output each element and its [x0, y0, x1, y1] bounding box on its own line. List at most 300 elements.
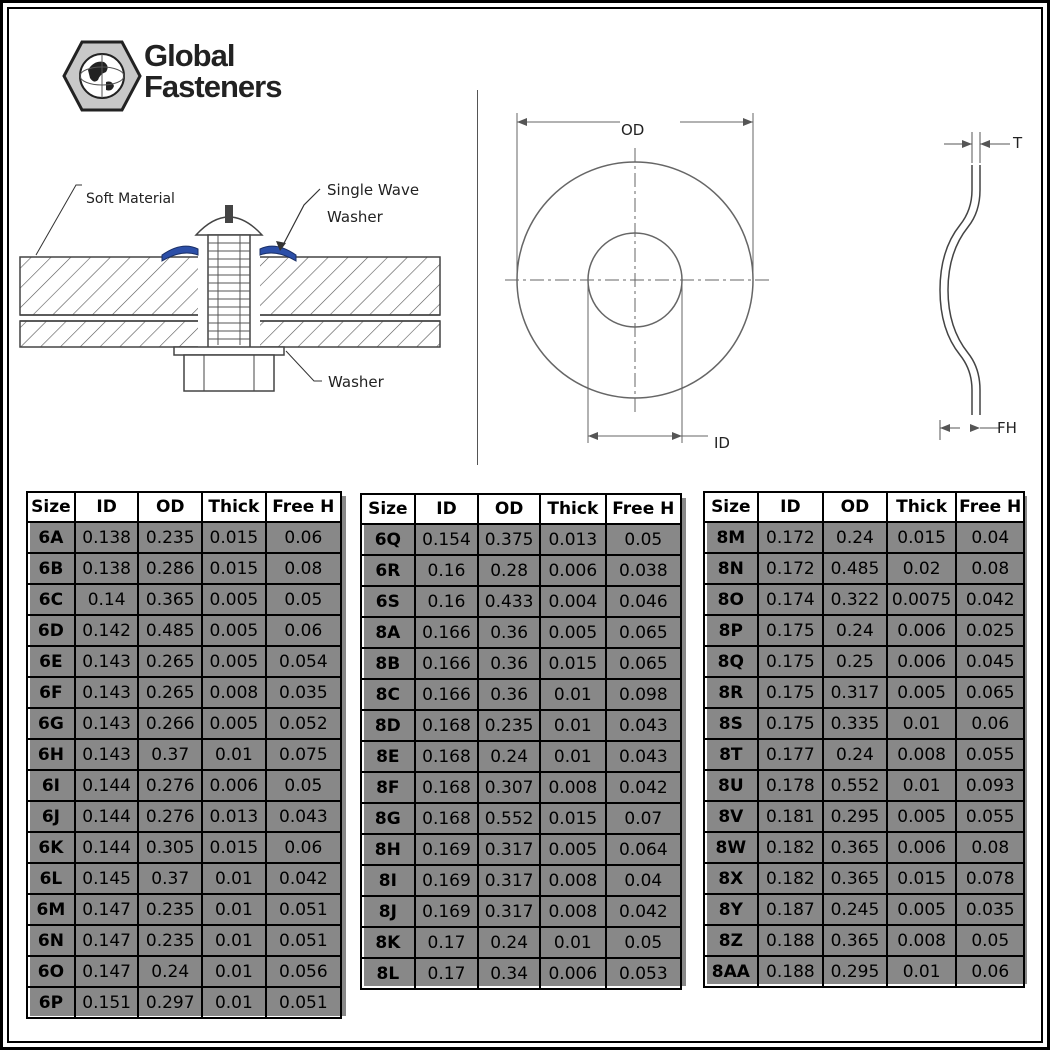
cell-size: 6L [27, 863, 75, 894]
cell-id: 0.182 [758, 863, 824, 894]
cell-size: 8N [704, 553, 758, 584]
brand-name-line1: Global [144, 38, 235, 73]
cell-free-h: 0.046 [606, 586, 681, 617]
cell-od: 0.235 [478, 710, 540, 741]
cell-id: 0.174 [758, 584, 824, 615]
washer-side-profile-diagram [930, 130, 1030, 445]
cell-id: 0.143 [75, 708, 139, 739]
column-header-size: Size [704, 492, 758, 522]
cell-od: 0.24 [138, 956, 202, 987]
cell-id: 0.14 [75, 584, 139, 615]
cell-thick: 0.015 [202, 832, 266, 863]
cell-id: 0.144 [75, 770, 139, 801]
cell-free-h: 0.035 [266, 677, 341, 708]
cell-od: 0.317 [478, 865, 540, 896]
cell-thick: 0.008 [887, 925, 957, 956]
cell-id: 0.168 [415, 772, 479, 803]
cell-size: 8P [704, 615, 758, 646]
column-header-thick: Thick [540, 494, 606, 524]
cell-free-h: 0.025 [956, 615, 1024, 646]
cell-free-h: 0.075 [266, 739, 341, 770]
cell-od: 0.322 [823, 584, 887, 615]
cell-size: 6O [27, 956, 75, 987]
cell-od: 0.37 [138, 863, 202, 894]
column-header-free-h: Free H [606, 494, 681, 524]
cell-id: 0.188 [758, 925, 824, 956]
cell-od: 0.25 [823, 646, 887, 677]
table-row [704, 522, 1024, 553]
cell-id: 0.175 [758, 708, 824, 739]
cell-thick: 0.0075 [887, 584, 957, 615]
cell-od: 0.265 [138, 677, 202, 708]
cell-thick: 0.008 [887, 739, 957, 770]
cell-id: 0.147 [75, 925, 139, 956]
column-header-od: OD [823, 492, 887, 522]
cell-free-h: 0.08 [266, 553, 341, 584]
cell-thick: 0.008 [540, 772, 606, 803]
table-header-row [361, 494, 681, 524]
cell-thick: 0.006 [540, 958, 606, 989]
cell-free-h: 0.06 [266, 832, 341, 863]
column-header-size: Size [27, 492, 75, 522]
cell-id: 0.166 [415, 617, 479, 648]
table-body [704, 522, 1024, 987]
table-row [361, 710, 681, 741]
cell-thick: 0.01 [202, 739, 266, 770]
cell-size: 6G [27, 708, 75, 739]
cell-free-h: 0.05 [266, 584, 341, 615]
cell-od: 0.28 [478, 555, 540, 586]
table-row [27, 956, 341, 987]
table-row [27, 863, 341, 894]
cell-size: 8R [704, 677, 758, 708]
cell-free-h: 0.042 [606, 772, 681, 803]
cell-thick: 0.005 [887, 801, 957, 832]
cell-thick: 0.006 [887, 615, 957, 646]
cell-thick: 0.01 [540, 710, 606, 741]
cell-free-h: 0.053 [606, 958, 681, 989]
cell-od: 0.552 [478, 803, 540, 834]
table-row [704, 863, 1024, 894]
column-header-free-h: Free H [956, 492, 1024, 522]
cell-free-h: 0.035 [956, 894, 1024, 925]
cell-id: 0.145 [75, 863, 139, 894]
table-row [361, 803, 681, 834]
cell-id: 0.172 [758, 553, 824, 584]
cell-od: 0.335 [823, 708, 887, 739]
cell-od: 0.295 [823, 801, 887, 832]
cell-thick: 0.006 [887, 646, 957, 677]
table-row [27, 801, 341, 832]
cell-od: 0.37 [138, 739, 202, 770]
table-row [361, 927, 681, 958]
global-fasteners-logo [62, 40, 142, 112]
cell-thick: 0.01 [202, 987, 266, 1018]
cell-free-h: 0.04 [606, 865, 681, 896]
cell-size: 8Z [704, 925, 758, 956]
washer-spec-table-1 [26, 491, 342, 1019]
table-row [27, 522, 341, 553]
cell-size: 8Q [704, 646, 758, 677]
cell-free-h: 0.08 [956, 553, 1024, 584]
cell-free-h: 0.05 [606, 524, 681, 555]
table-row [704, 832, 1024, 863]
cell-id: 0.169 [415, 865, 479, 896]
table-row [704, 584, 1024, 615]
cell-thick: 0.015 [887, 522, 957, 553]
cell-free-h: 0.051 [266, 987, 341, 1018]
cell-id: 0.168 [415, 741, 479, 772]
column-header-thick: Thick [202, 492, 266, 522]
cell-od: 0.295 [823, 956, 887, 987]
table-row [27, 925, 341, 956]
cell-id: 0.151 [75, 987, 139, 1018]
label-fh: FH [997, 419, 1017, 437]
cell-free-h: 0.051 [266, 894, 341, 925]
table-header-row [27, 492, 341, 522]
cell-od: 0.235 [138, 925, 202, 956]
cell-thick: 0.015 [202, 522, 266, 553]
cell-size: 8M [704, 522, 758, 553]
cell-thick: 0.005 [202, 584, 266, 615]
cell-thick: 0.005 [202, 646, 266, 677]
cell-id: 0.143 [75, 646, 139, 677]
cell-thick: 0.004 [540, 586, 606, 617]
cell-free-h: 0.043 [606, 710, 681, 741]
cell-free-h: 0.093 [956, 770, 1024, 801]
table-row [704, 770, 1024, 801]
cell-size: 8H [361, 834, 415, 865]
cell-od: 0.286 [138, 553, 202, 584]
washer-spec-table-3 [703, 491, 1025, 988]
cell-thick: 0.01 [540, 679, 606, 710]
cell-od: 0.365 [138, 584, 202, 615]
table-row [361, 555, 681, 586]
table-row [27, 708, 341, 739]
column-header-od: OD [478, 494, 540, 524]
cell-size: 8G [361, 803, 415, 834]
cell-od: 0.235 [138, 894, 202, 925]
table-row [361, 586, 681, 617]
cell-thick: 0.013 [540, 524, 606, 555]
cell-od: 0.265 [138, 646, 202, 677]
cell-free-h: 0.07 [606, 803, 681, 834]
cell-id: 0.175 [758, 677, 824, 708]
cell-thick: 0.01 [202, 925, 266, 956]
table-row [27, 646, 341, 677]
cell-free-h: 0.05 [266, 770, 341, 801]
cell-od: 0.34 [478, 958, 540, 989]
cell-size: 6S [361, 586, 415, 617]
cell-od: 0.24 [478, 741, 540, 772]
cell-free-h: 0.045 [956, 646, 1024, 677]
cell-thick: 0.008 [540, 896, 606, 927]
cell-free-h: 0.052 [266, 708, 341, 739]
cell-id: 0.16 [415, 555, 479, 586]
cell-od: 0.552 [823, 770, 887, 801]
cell-free-h: 0.042 [606, 896, 681, 927]
cell-size: 6K [27, 832, 75, 863]
cell-thick: 0.01 [202, 956, 266, 987]
column-header-free-h: Free H [266, 492, 341, 522]
cell-id: 0.175 [758, 646, 824, 677]
cell-thick: 0.015 [887, 863, 957, 894]
cell-id: 0.138 [75, 522, 139, 553]
cell-thick: 0.005 [887, 677, 957, 708]
cell-free-h: 0.06 [956, 956, 1024, 987]
table-row [27, 739, 341, 770]
cell-size: 8L [361, 958, 415, 989]
cell-thick: 0.005 [540, 617, 606, 648]
cell-free-h: 0.042 [266, 863, 341, 894]
table-row [361, 865, 681, 896]
cell-od: 0.24 [823, 522, 887, 553]
cell-thick: 0.01 [540, 927, 606, 958]
cell-thick: 0.006 [540, 555, 606, 586]
cell-od: 0.307 [478, 772, 540, 803]
cell-id: 0.168 [415, 710, 479, 741]
cell-size: 6A [27, 522, 75, 553]
cell-thick: 0.008 [202, 677, 266, 708]
cell-size: 8X [704, 863, 758, 894]
cell-od: 0.317 [478, 834, 540, 865]
table-row [361, 679, 681, 710]
cell-free-h: 0.054 [266, 646, 341, 677]
cell-size: 8C [361, 679, 415, 710]
table-row [704, 925, 1024, 956]
cell-id: 0.168 [415, 803, 479, 834]
cell-id: 0.166 [415, 648, 479, 679]
cell-free-h: 0.06 [266, 615, 341, 646]
cell-free-h: 0.065 [606, 617, 681, 648]
table-row [361, 648, 681, 679]
cell-od: 0.297 [138, 987, 202, 1018]
cell-free-h: 0.056 [266, 956, 341, 987]
cell-free-h: 0.04 [956, 522, 1024, 553]
cell-size: 6H [27, 739, 75, 770]
table-body [361, 524, 681, 989]
cell-size: 8E [361, 741, 415, 772]
cell-id: 0.172 [758, 522, 824, 553]
table-row [27, 553, 341, 584]
cell-od: 0.24 [823, 615, 887, 646]
cell-free-h: 0.042 [956, 584, 1024, 615]
table-row [27, 987, 341, 1018]
cell-thick: 0.01 [887, 956, 957, 987]
cell-size: 6J [27, 801, 75, 832]
cell-size: 8O [704, 584, 758, 615]
cell-od: 0.24 [478, 927, 540, 958]
cell-id: 0.175 [758, 615, 824, 646]
table-row [704, 894, 1024, 925]
cell-free-h: 0.078 [956, 863, 1024, 894]
cell-thick: 0.005 [202, 615, 266, 646]
cell-free-h: 0.051 [266, 925, 341, 956]
cell-size: 6M [27, 894, 75, 925]
cell-thick: 0.015 [540, 803, 606, 834]
cell-free-h: 0.064 [606, 834, 681, 865]
cell-size: 6E [27, 646, 75, 677]
table-row [704, 708, 1024, 739]
cell-od: 0.365 [823, 863, 887, 894]
table-row [361, 524, 681, 555]
cell-free-h: 0.065 [606, 648, 681, 679]
cell-size: 8S [704, 708, 758, 739]
cell-size: 6I [27, 770, 75, 801]
cell-thick: 0.01 [540, 741, 606, 772]
cell-thick: 0.005 [887, 894, 957, 925]
cell-thick: 0.013 [202, 801, 266, 832]
cell-size: 6N [27, 925, 75, 956]
cell-free-h: 0.055 [956, 739, 1024, 770]
cell-size: 6C [27, 584, 75, 615]
cell-thick: 0.01 [887, 770, 957, 801]
table-row [27, 615, 341, 646]
cell-od: 0.266 [138, 708, 202, 739]
cell-size: 6P [27, 987, 75, 1018]
cell-od: 0.245 [823, 894, 887, 925]
cell-free-h: 0.065 [956, 677, 1024, 708]
cell-od: 0.433 [478, 586, 540, 617]
cell-thick: 0.015 [540, 648, 606, 679]
cell-thick: 0.005 [202, 708, 266, 739]
cell-size: 8A [361, 617, 415, 648]
cell-id: 0.16 [415, 586, 479, 617]
cell-od: 0.276 [138, 801, 202, 832]
cell-free-h: 0.038 [606, 555, 681, 586]
cell-od: 0.317 [478, 896, 540, 927]
cell-free-h: 0.06 [956, 708, 1024, 739]
table-row [361, 772, 681, 803]
cell-id: 0.138 [75, 553, 139, 584]
cell-id: 0.187 [758, 894, 824, 925]
cell-od: 0.276 [138, 770, 202, 801]
cell-thick: 0.01 [202, 894, 266, 925]
table-row [361, 617, 681, 648]
label-washer: Washer [328, 373, 384, 391]
column-header-id: ID [75, 492, 139, 522]
cell-od: 0.235 [138, 522, 202, 553]
brand-name-line2: Fasteners [144, 69, 282, 104]
cell-od: 0.36 [478, 617, 540, 648]
cell-thick: 0.02 [887, 553, 957, 584]
cell-size: 8J [361, 896, 415, 927]
cell-id: 0.169 [415, 896, 479, 927]
label-soft-material: Soft Material [86, 191, 175, 207]
cell-size: 6Q [361, 524, 415, 555]
label-t: T [1013, 134, 1023, 152]
cell-thick: 0.01 [887, 708, 957, 739]
cell-size: 8I [361, 865, 415, 896]
cell-size: 8T [704, 739, 758, 770]
cell-size: 6F [27, 677, 75, 708]
cell-id: 0.178 [758, 770, 824, 801]
cell-id: 0.144 [75, 832, 139, 863]
cell-id: 0.143 [75, 677, 139, 708]
table-row [704, 801, 1024, 832]
cell-size: 6D [27, 615, 75, 646]
cell-size: 8K [361, 927, 415, 958]
washer-spec-table-2 [360, 493, 682, 990]
table-row [704, 739, 1024, 770]
table-row [27, 677, 341, 708]
cell-free-h: 0.098 [606, 679, 681, 710]
cell-free-h: 0.06 [266, 522, 341, 553]
label-od: OD [621, 121, 645, 139]
cell-od: 0.24 [823, 739, 887, 770]
cell-thick: 0.005 [540, 834, 606, 865]
cell-thick: 0.015 [202, 553, 266, 584]
cell-id: 0.188 [758, 956, 824, 987]
table-row [361, 958, 681, 989]
cell-thick: 0.01 [202, 863, 266, 894]
cell-od: 0.365 [823, 925, 887, 956]
cell-od: 0.36 [478, 679, 540, 710]
cell-size: 8V [704, 801, 758, 832]
cell-size: 8B [361, 648, 415, 679]
cell-id: 0.142 [75, 615, 139, 646]
cell-size: 8U [704, 770, 758, 801]
table-row [704, 615, 1024, 646]
cell-od: 0.485 [823, 553, 887, 584]
column-header-size: Size [361, 494, 415, 524]
cell-free-h: 0.05 [956, 925, 1024, 956]
table-row [361, 834, 681, 865]
cell-size: 6B [27, 553, 75, 584]
cell-free-h: 0.05 [606, 927, 681, 958]
table-row [27, 770, 341, 801]
cell-id: 0.182 [758, 832, 824, 863]
cell-id: 0.17 [415, 927, 479, 958]
cell-size: 8AA [704, 956, 758, 987]
cell-id: 0.166 [415, 679, 479, 710]
table-row [27, 894, 341, 925]
cell-free-h: 0.08 [956, 832, 1024, 863]
table-row [704, 646, 1024, 677]
cell-id: 0.17 [415, 958, 479, 989]
cell-free-h: 0.043 [606, 741, 681, 772]
cell-size: 8W [704, 832, 758, 863]
cell-id: 0.144 [75, 801, 139, 832]
cell-id: 0.177 [758, 739, 824, 770]
cell-od: 0.485 [138, 615, 202, 646]
cell-od: 0.365 [823, 832, 887, 863]
table-body [27, 522, 341, 1018]
cell-size: 6R [361, 555, 415, 586]
column-header-id: ID [415, 494, 479, 524]
cell-id: 0.143 [75, 739, 139, 770]
cell-thick: 0.008 [540, 865, 606, 896]
cell-size: 8D [361, 710, 415, 741]
label-single-wave-line2: Washer [327, 208, 383, 226]
label-single-wave-line1: Single Wave [327, 181, 420, 199]
cell-id: 0.181 [758, 801, 824, 832]
column-header-thick: Thick [887, 492, 957, 522]
table-header-row [704, 492, 1024, 522]
table-row [704, 677, 1024, 708]
cell-id: 0.154 [415, 524, 479, 555]
cell-size: 8F [361, 772, 415, 803]
column-header-od: OD [138, 492, 202, 522]
cell-id: 0.147 [75, 894, 139, 925]
column-header-id: ID [758, 492, 824, 522]
table-row [704, 956, 1024, 987]
label-id: ID [714, 434, 730, 452]
label-single-wave-washer [327, 177, 419, 231]
table-row [361, 896, 681, 927]
table-row [27, 584, 341, 615]
cell-od: 0.375 [478, 524, 540, 555]
